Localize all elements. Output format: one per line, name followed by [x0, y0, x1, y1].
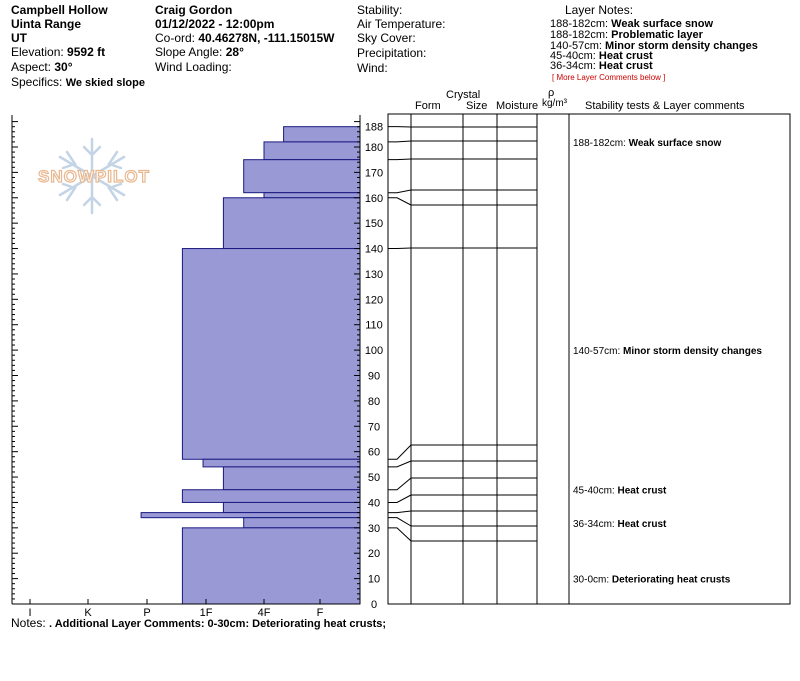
annotation-text: Deteriorating heat crusts	[612, 575, 731, 586]
hardness-tick-label: 4F	[258, 607, 271, 619]
precipitation-label: Precipitation:	[357, 46, 426, 60]
height-tick-label: 110	[365, 320, 383, 332]
layer-bar	[182, 490, 360, 503]
layer-connector	[388, 445, 411, 459]
hardness-tick-label: F	[317, 607, 324, 619]
stability-tests-header: Stability tests & Layer comments	[585, 101, 745, 112]
layer-bar	[223, 198, 360, 249]
height-tick-label: 50	[368, 472, 380, 484]
annotation-range: 45-40cm:	[573, 486, 617, 497]
height-tick-label: 90	[368, 370, 380, 382]
layer-connector	[388, 518, 411, 526]
layer-note-range: 188-182cm:	[550, 18, 608, 30]
location-name: Campbell Hollow	[11, 3, 108, 17]
layer-annotation	[573, 138, 721, 149]
annotation-text: Weak surface snow	[629, 138, 722, 149]
layer-bar	[264, 142, 360, 160]
layer-connector	[388, 159, 411, 160]
coord-value: 40.46278N, -111.15015W	[198, 31, 334, 45]
layer-bar	[182, 249, 360, 460]
layer-bar	[244, 518, 360, 528]
sky-cover-label: Sky Cover:	[357, 31, 416, 45]
observation-datetime: 01/12/2022 - 12:00pm	[155, 17, 274, 31]
air-temperature-label: Air Temperature:	[357, 17, 445, 31]
hardness-tick-label: I	[28, 607, 31, 619]
height-tick-label: 180	[365, 142, 383, 154]
aspect-label: Aspect:	[11, 60, 51, 74]
density-unit-header: kg/m³	[542, 99, 567, 109]
height-tick-label: 160	[365, 193, 383, 205]
height-tick-label: 20	[368, 548, 380, 560]
layer-bar	[223, 502, 360, 512]
aspect-value: 30°	[54, 60, 72, 74]
slope-value: 28°	[226, 45, 244, 59]
layer-connector	[388, 248, 411, 249]
coord-label: Co-ord:	[155, 31, 195, 45]
height-tick-label: 60	[368, 447, 380, 459]
observer-name: Craig Gordon	[155, 3, 232, 17]
height-tick-label: 70	[368, 421, 380, 433]
height-tick-label: 100	[365, 345, 383, 357]
layer-note-range: 188-182cm:	[550, 29, 608, 41]
layer-bar	[264, 193, 360, 198]
layer-note-text: Weak surface snow	[611, 18, 713, 30]
moisture-header: Moisture	[496, 101, 538, 112]
layer-bar	[182, 528, 360, 604]
layer-connector	[388, 478, 411, 490]
layer-connector	[388, 141, 411, 142]
layer-annotation	[573, 346, 762, 357]
layer-connector	[388, 528, 411, 541]
layer-connector	[388, 198, 411, 205]
snowpilot-logo	[38, 139, 150, 213]
notes-text: . Additional Layer Comments: 0-30cm: Deteriorating heat crusts;	[49, 618, 386, 630]
annotation-text: Minor storm density changes	[623, 346, 762, 357]
layer-bar	[203, 459, 360, 467]
range-name: Uinta Range	[11, 17, 81, 31]
height-tick-label: 80	[368, 396, 380, 408]
layer-annotation	[573, 575, 731, 586]
height-tick-label: 40	[368, 497, 380, 509]
specifics-label: Specifics:	[11, 75, 62, 89]
wind-label: Wind:	[357, 61, 388, 75]
layer-bar	[284, 127, 360, 142]
density-rho-header: ρ	[548, 88, 554, 99]
height-tick-label: 150	[365, 218, 383, 230]
layer-bar	[141, 513, 360, 518]
height-tick-label: 130	[365, 269, 383, 281]
layer-bar	[244, 160, 360, 193]
height-tick-label: 10	[368, 574, 380, 586]
hardness-tick-label: 1F	[200, 607, 213, 619]
annotation-range: 36-34cm:	[573, 519, 617, 530]
layer-note-range: 45-40cm:	[550, 50, 596, 62]
layer-connector	[388, 495, 411, 502]
size-header: Size	[466, 101, 487, 112]
layer-note-range: 140-57cm:	[550, 40, 602, 52]
annotation-text: Heat crust	[617, 519, 667, 530]
layer-connector	[388, 511, 411, 513]
height-tick-label: 0	[371, 599, 377, 611]
annotation-range: 188-182cm:	[573, 138, 629, 149]
layer-connector	[388, 190, 411, 193]
elevation-value: 9592 ft	[67, 45, 105, 59]
hardness-tick-label: P	[143, 607, 150, 619]
form-header: Form	[415, 101, 441, 112]
layer-note-text: Heat crust	[599, 50, 653, 62]
crystal-header: Crystal	[446, 90, 480, 101]
slope-label: Slope Angle:	[155, 45, 222, 59]
hardness-tick-label: K	[84, 607, 92, 619]
logo-text: SNOWPILOT	[38, 167, 150, 186]
height-tick-label: 170	[365, 167, 383, 179]
more-layer-comments-link[interactable]: [ More Layer Comments below ]	[552, 71, 665, 85]
height-tick-label: 140	[365, 244, 383, 256]
layer-annotation	[573, 519, 667, 530]
layer-note-text: Problematic layer	[611, 29, 703, 41]
height-tick-label: 188	[365, 122, 383, 134]
layer-table-border	[388, 114, 790, 604]
layer-annotation	[573, 486, 667, 497]
state: UT	[11, 31, 27, 45]
notes-label: Notes:	[11, 616, 46, 630]
elevation-label: Elevation:	[11, 45, 64, 59]
annotation-text: Heat crust	[617, 486, 667, 497]
layer-bar	[223, 467, 360, 490]
wind-loading-label: Wind Loading:	[155, 60, 232, 74]
stability-label: Stability:	[357, 3, 402, 17]
annotation-range: 140-57cm:	[573, 346, 623, 357]
height-tick-label: 30	[368, 523, 380, 535]
height-tick-label: 120	[365, 294, 383, 306]
layer-note-text: Minor storm density changes	[605, 40, 758, 52]
layer-notes-title: Layer Notes:	[565, 3, 633, 17]
annotation-range: 30-0cm:	[573, 575, 612, 586]
layer-note-text: Heat crust	[599, 60, 653, 72]
layer-connector	[388, 461, 411, 467]
layer-note-range: 36-34cm:	[550, 60, 596, 72]
specifics-value: We skied slope	[66, 77, 145, 89]
